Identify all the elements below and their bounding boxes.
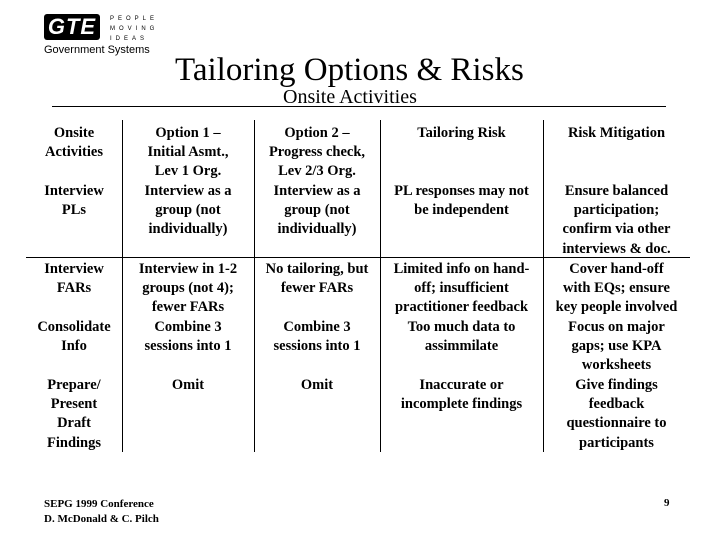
cell-line: Combine 3: [283, 319, 351, 335]
cell-line: Findings: [47, 434, 101, 451]
cell-line: Progress check,: [268, 144, 366, 161]
table-cell: [380, 318, 543, 356]
cell-line: individually): [148, 221, 228, 238]
activity-cell: [26, 318, 122, 356]
cell-line: Prepare/: [47, 377, 101, 393]
table-header-cell: [122, 124, 254, 182]
tagline-line: PEOPLE: [110, 16, 159, 22]
table-cell: [254, 318, 380, 356]
cell-line: questionnaire to: [566, 415, 667, 432]
table-cell: [122, 260, 254, 318]
page-number: 9: [664, 497, 670, 509]
cell-line: Risk Mitigation: [567, 125, 666, 141]
tailoring-table: [26, 120, 690, 452]
cell-line: Activities: [45, 144, 103, 161]
cell-line: fewer FARs: [151, 299, 225, 316]
cell-line: Interview in 1-2: [138, 261, 238, 277]
cell-line: sessions into 1: [273, 338, 361, 355]
table-cell: [254, 376, 380, 395]
cell-line: worksheets: [581, 357, 652, 374]
cell-line: Interview as a: [144, 183, 232, 199]
cell-line: Option 1 –: [155, 125, 221, 141]
table-cell: [543, 182, 690, 259]
cell-line: sessions into 1: [144, 338, 232, 355]
table-header-cell: [26, 124, 122, 162]
gte-logo-mark: GTE: [44, 14, 100, 40]
cell-line: individually): [277, 221, 357, 238]
cell-line: Combine 3: [154, 319, 222, 335]
table-cell: [122, 376, 254, 395]
cell-line: Consolidate: [37, 319, 111, 335]
cell-line: Initial Asmt.,: [147, 144, 229, 161]
cell-line: PLs: [61, 202, 87, 219]
table-cell: [122, 182, 254, 240]
table-cell: [254, 260, 380, 298]
table-cell: [380, 260, 543, 318]
cell-line: assimmilate: [424, 338, 499, 355]
table-cell: [254, 182, 380, 240]
cell-line: Onsite: [53, 125, 95, 141]
cell-line: Inaccurate or: [419, 377, 504, 393]
cell-line: Lev 1 Org.: [154, 163, 222, 180]
cell-line: groups (not 4);: [142, 280, 234, 297]
cell-line: off; insufficient: [414, 280, 509, 297]
logo-tagline: [110, 14, 190, 44]
cell-line: Cover hand-off: [569, 261, 664, 277]
cell-line: Tailoring Risk: [417, 125, 506, 141]
cell-line: Interview as a: [273, 183, 361, 199]
cell-line: FARs: [56, 280, 92, 297]
cell-line: confirm via other: [562, 221, 671, 238]
table-cell: [543, 318, 690, 376]
table-cell: [122, 318, 254, 356]
cell-line: Focus on major: [568, 319, 665, 335]
cell-line: Info: [61, 338, 87, 355]
table-cell: [543, 376, 690, 453]
footer-line: D. McDonald & C. Pilch: [44, 513, 159, 525]
tagline-line: IDEAS: [110, 36, 149, 42]
cell-line: Limited info on hand-: [393, 261, 530, 277]
cell-line: Draft: [57, 415, 91, 432]
cell-line: Too much data to: [407, 319, 516, 335]
activity-cell: [26, 260, 122, 298]
footer-credits: [44, 497, 159, 527]
cell-line: group (not: [155, 202, 221, 219]
title-divider: [52, 106, 666, 107]
cell-line: Omit: [171, 377, 205, 393]
cell-line: Give findings: [575, 377, 658, 393]
cell-line: Interview: [44, 261, 104, 277]
cell-line: feedback: [588, 396, 645, 413]
tagline-line: MOVING: [110, 26, 159, 32]
cell-line: participants: [579, 434, 654, 451]
cell-line: group (not: [284, 202, 350, 219]
cell-line: Ensure balanced: [564, 183, 669, 199]
cell-line: fewer FARs: [280, 280, 354, 297]
table-cell: [543, 260, 690, 318]
cell-line: key people involved: [555, 299, 678, 316]
cell-line: Present: [50, 396, 98, 413]
table-cell: [380, 376, 543, 414]
cell-line: Option 2 –: [284, 125, 350, 141]
division-name: Government Systems: [44, 44, 150, 56]
cell-line: incomplete findings: [400, 396, 523, 413]
cell-line: with EQs; ensure: [563, 280, 670, 297]
cell-line: interviews & doc.: [562, 240, 671, 257]
table-header-cell: [380, 124, 543, 143]
cell-line: gaps; use KPA: [571, 338, 662, 355]
cell-line: Lev 2/3 Org.: [278, 163, 356, 180]
cell-line: practitioner feedback: [394, 299, 529, 316]
slide-title: Tailoring Options & Risks: [175, 52, 524, 88]
table-header-cell: [254, 124, 380, 182]
gte-logo: [44, 14, 194, 58]
slide-subtitle: Onsite Activities: [283, 86, 417, 108]
table-header-cell: [543, 124, 690, 143]
table-cell: [380, 182, 543, 220]
cell-line: participation;: [573, 202, 660, 219]
cell-line: PL responses may not: [394, 183, 529, 199]
cell-line: Omit: [300, 377, 334, 393]
cell-line: be independent: [414, 202, 509, 219]
footer-line: SEPG 1999 Conference: [44, 498, 154, 510]
cell-line: No tailoring, but: [265, 261, 369, 277]
activity-cell: [26, 376, 122, 453]
cell-line: Interview: [44, 183, 104, 199]
activity-cell: [26, 182, 122, 220]
